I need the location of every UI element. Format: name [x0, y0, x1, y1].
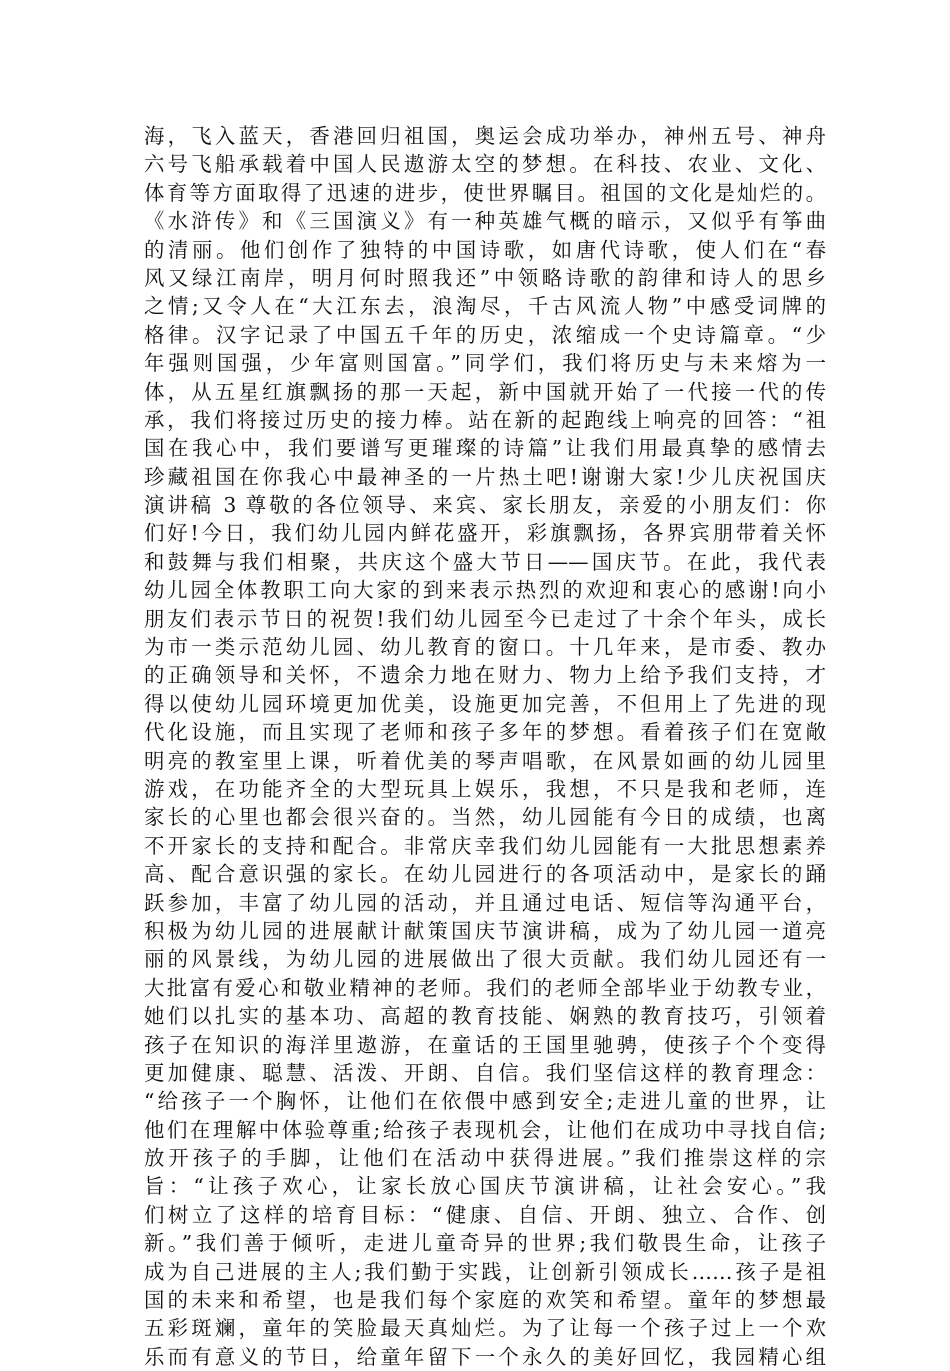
text-line: 的正确领导和关怀，不遗余力地在财力、物力上给予我们支持，才: [144, 663, 826, 688]
text-line: 代化设施，而且实现了老师和孩子多年的梦想。看着孩子们在宽敞: [144, 720, 826, 745]
text-line: 国的未来和希望，也是我们每个家庭的欢笑和希望。童年的梦想最: [144, 1288, 826, 1313]
text-line: 演讲稿 3 尊敬的各位领导、来宾、家长朋友，亲爱的小朋友们：你: [144, 493, 826, 518]
text-line: 成为自己进展的主人;我们勤于实践，让创新引领成长……孩子是祖: [144, 1259, 826, 1284]
text-line: 放开孩子的手脚，让他们在活动中获得进展。”我们推崇这样的宗: [144, 1146, 826, 1171]
text-line: 年强则国强，少年富则国富。”同学们，我们将历史与未来熔为一: [144, 351, 826, 376]
text-line: 他们在理解中体验尊重;给孩子表现机会，让他们在成功中寻找自信;: [144, 1117, 826, 1142]
text-line: 们好!今日，我们幼儿园内鲜花盛开，彩旗飘扬，各界宾朋带着关怀: [144, 521, 826, 546]
text-line: 乐而有意义的节日，给童年留下一个永久的美好回忆，我园精心组: [144, 1344, 826, 1369]
text-line: 体育等方面取得了迅速的进步，使世界瞩目。祖国的文化是灿烂的。: [144, 180, 826, 205]
text-line: 朋友们表示节日的祝贺!我们幼儿园至今已走过了十余个年头，成长: [144, 606, 826, 631]
text-line: 明亮的教室里上课，听着优美的琴声唱歌，在风景如画的幼儿园里: [144, 748, 826, 773]
text-line: 高、配合意识强的家长。在幼儿园进行的各项活动中，是家长的踊: [144, 862, 826, 887]
text-line: 体，从五星红旗飘扬的那一天起，新中国就开始了一代接一代的传: [144, 379, 826, 404]
text-line: 丽的风景线，为幼儿园的进展做出了很大贡献。我们幼儿园还有一: [144, 947, 826, 972]
text-line: 为市一类示范幼儿园、幼儿教育的窗口。十几年来，是市委、教办: [144, 635, 826, 660]
text-line: 大批富有爱心和敬业精神的老师。我们的老师全部毕业于幼教专业，: [144, 975, 826, 1000]
text-line: 五彩斑斓，童年的笑脸最天真灿烂。为了让每一个孩子过上一个欢: [144, 1316, 826, 1341]
text-line: 《水浒传》和《三国演义》有一种英雄气概的暗示，又似乎有筝曲: [144, 209, 826, 234]
text-line: 和鼓舞与我们相聚，共庆这个盛大节日——国庆节。在此，我代表: [144, 549, 826, 574]
text-line: 海，飞入蓝天，香港回归祖国，奥运会成功举办，神州五号、神舟: [144, 124, 826, 148]
text-line: 们树立了这样的培育目标：“健康、自信、开朗、独立、合作、创: [144, 1202, 826, 1227]
text-line: 承，我们将接过历史的接力棒。站在新的起跑线上响亮的回答：“祖: [144, 407, 826, 432]
text-line: 孩子在知识的海洋里遨游，在童话的王国里驰骋，使孩子个个变得: [144, 1032, 826, 1057]
text-line: 新。”我们善于倾听，走进儿童奇异的世界;我们敬畏生命，让孩子: [144, 1231, 826, 1256]
text-line: 她们以扎实的基本功、高超的教育技能、娴熟的教育技巧，引领着: [144, 1004, 826, 1029]
text-line: “给孩子一个胸怀，让他们在依偎中感到安全;走进儿童的世界，让: [144, 1089, 826, 1114]
text-line: 积极为幼儿园的进展献计献策国庆节演讲稿，成为了幼儿园一道亮: [144, 918, 826, 943]
text-line: 跃参加，丰富了幼儿园的活动，并且通过电话、短信等沟通平台，: [144, 890, 826, 915]
text-line: 六号飞船承载着中国人民遨游太空的梦想。在科技、农业、文化、: [144, 152, 826, 177]
text-line: 幼儿园全体教职工向大家的到来表示热烈的欢迎和衷心的感谢!向小: [144, 578, 826, 603]
text-line: 游戏，在功能齐全的大型玩具上娱乐，我想，不只是我和老师，连: [144, 776, 826, 801]
text-line: 的清丽。他们创作了独特的中国诗歌，如唐代诗歌，使人们在“春: [144, 237, 826, 262]
text-line: 格律。汉字记录了中国五千年的历史，浓缩成一个史诗篇章。“少: [144, 322, 826, 347]
text-line: 家长的心里也都会很兴奋的。当然，幼儿园能有今日的成绩，也离: [144, 805, 826, 830]
text-line: 珍藏祖国在你我心中最神圣的一片热土吧!谢谢大家!少儿庆祝国庆: [144, 464, 826, 489]
text-line: 国在我心中，我们要谱写更璀璨的诗篇”让我们用最真挚的感情去: [144, 436, 826, 461]
text-line: 更加健康、聪慧、活泼、开朗、自信。我们坚信这样的教育理念：: [144, 1060, 826, 1085]
text-line: 不开家长的支持和配合。非常庆幸我们幼儿园能有一大批思想素养: [144, 833, 826, 858]
text-line: 得以使幼儿园环境更加优美，设施更加完善，不但用上了先进的现: [144, 691, 826, 716]
text-line: 风又绿江南岸，明月何时照我还”中领略诗歌的韵律和诗人的思乡: [144, 265, 826, 290]
text-line: 旨：“让孩子欢心，让家长放心国庆节演讲稿，让社会安心。”我: [144, 1174, 826, 1199]
text-line: 之情;又令人在“大江东去，浪淘尽，千古风流人物”中感受词牌的: [144, 294, 826, 319]
body-text: [144, 122, 826, 1371]
